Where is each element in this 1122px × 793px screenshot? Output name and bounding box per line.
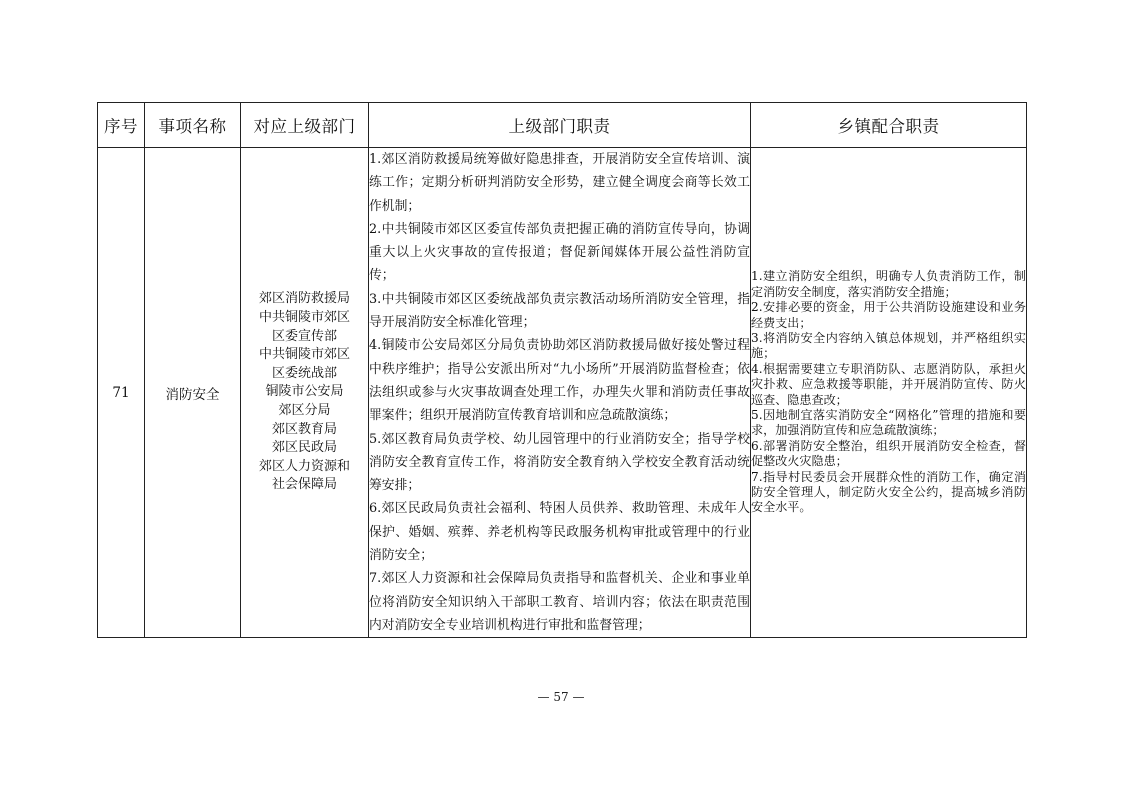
superior-duty-item: 5.郊区教育局负责学校、幼儿园管理中的行业消防安全；指导学校消防安全教育宣传工作，将消防安全教育纳入学校安全教育活动统筹安排；: [369, 431, 750, 494]
superior-duty-item: 3.中共铜陵市郊区区委统战部负责宗教活动场所消防安全管理，指导开展消防安全标准化管理；: [369, 291, 750, 331]
department-line: 区委统战部: [271, 365, 337, 381]
department-list: [241, 148, 369, 638]
township-duty-item: 3.将消防安全内容纳入镇总体规划，并严格组织实施；: [751, 330, 1026, 361]
header-department: 对应上级部门: [241, 103, 369, 148]
table-row: [98, 148, 1027, 638]
department-line: 郊区民政局: [271, 440, 337, 456]
header-township-duties: 乡镇配合职责: [751, 103, 1027, 148]
department-line: 区委宣传部: [271, 328, 337, 344]
department-line: 铜陵市公安局: [265, 384, 344, 400]
header-superior-duties: 上级部门职责: [369, 103, 751, 148]
township-duty-item: 7.指导村民委员会开展群众性的消防工作，确定消防安全管理人，制定防火安全公约，提高城乡消防安全水平。: [751, 469, 1026, 515]
township-duty-item: 5.因地制宜落实消防安全“网格化”管理的措施和要求，加强消防宣传和应急疏散演练；: [751, 408, 1026, 438]
department-line: 中共铜陵市郊区: [258, 347, 350, 363]
header-item-name: 事项名称: [145, 103, 241, 148]
superior-duty-item: 1.郊区消防救援局统筹做好隐患排查，开展消防安全宣传培训、演练工作；定期分析研判消防安全形势，建立健全调度会商等长效工作机制；: [369, 152, 750, 214]
department-line: 郊区分局: [278, 402, 331, 418]
superior-duty-item: 4.铜陵市公安局郊区分局负责协助郊区消防救援局做好接处警过程中秩序维护；指导公安派出所对“九小场所”开展消防监督检查；依法组织或参与火灾事故调查处理工作，办理失火罪和消防责任事故罪案件；组织开展消防宣传教育培训和应急疏散演练；: [369, 338, 750, 424]
township-duties-cell: [751, 148, 1027, 638]
department-line: 社会保障局: [271, 477, 337, 493]
department-line: 中共铜陵市郊区: [258, 309, 350, 325]
department-line: 郊区消防救援局: [258, 291, 350, 307]
header-number: 序号: [98, 103, 145, 148]
table-header-row: [98, 103, 1027, 148]
superior-duties-cell: [369, 148, 751, 638]
duty-table: [97, 102, 1027, 638]
document-page: [97, 102, 1026, 638]
superior-duty-item: 2.中共铜陵市郊区区委宣传部负责把握正确的消防宣传导向，协调重大以上火灾事故的宣传报道；督促新闻媒体开展公益性消防宣传；: [369, 221, 750, 284]
item-name: 消防安全: [145, 148, 241, 638]
page-number: — 57 —: [537, 690, 585, 704]
township-duty-item: 6.部署消防安全整治，组织开展消防安全检查，督促整改火灾隐患；: [751, 438, 1026, 469]
row-number: 71: [98, 148, 145, 638]
department-line: 郊区人力资源和: [258, 458, 350, 474]
township-duty-item: 4.根据需要建立专职消防队、志愿消防队，承担火灾扑救、应急救援等职能，并开展消防宣传、防火巡查、隐患查改；: [751, 361, 1026, 407]
township-duty-item: 1.建立消防安全组织，明确专人负责消防工作，制定消防安全制度，落实消防安全措施；: [751, 269, 1026, 299]
township-duty-item: 2.安排必要的资金，用于公共消防设施建设和业务经费支出；: [751, 300, 1026, 330]
department-line: 郊区教育局: [271, 421, 337, 437]
superior-duty-item: 6.郊区民政局负责社会福利、特困人员供养、救助管理、未成年人保护、婚姻、殡葬、养老机构等民政服务机构审批或管理中的行业消防安全；: [369, 501, 750, 564]
superior-duty-item: 7.郊区人力资源和社会保障局负责指导和监督机关、企业和事业单位将消防安全知识纳入干部职工教育、培训内容；依法在职责范围内对消防安全专业培训机构进行审批和监督管理；: [369, 571, 750, 633]
